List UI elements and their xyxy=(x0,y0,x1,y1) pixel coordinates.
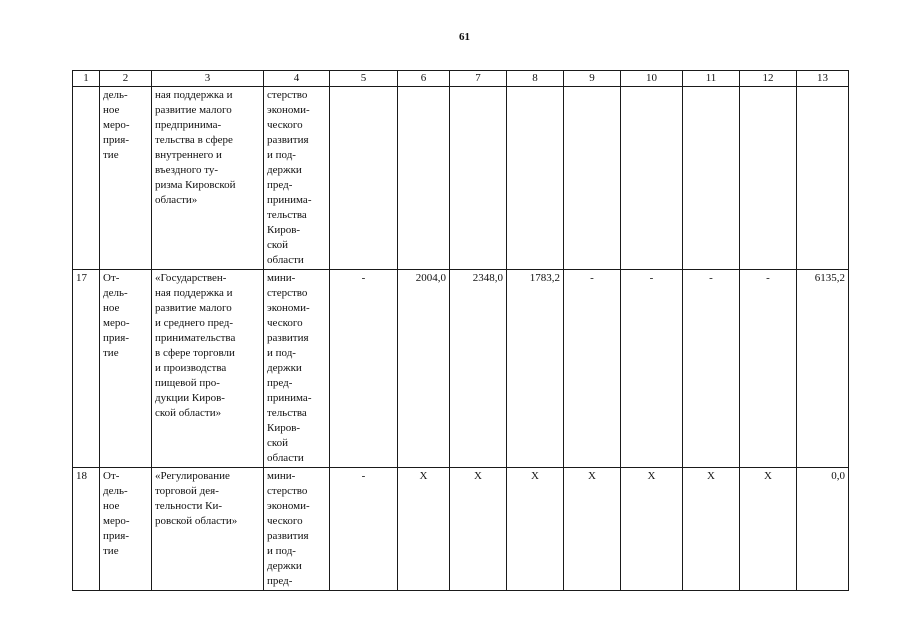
header-cell: 3 xyxy=(152,71,264,87)
value-cell: X xyxy=(564,468,621,591)
row-name: ная поддержка и развитие малого предпринима- тельства в сфере внутреннего и въездного ту- ризма Кировской области» xyxy=(152,87,264,270)
value-cell xyxy=(330,87,398,270)
row-executor: мини- стерство экономи- ческого развития и под- держки пред- xyxy=(264,468,330,591)
header-cell: 2 xyxy=(100,71,152,87)
value-cell: X xyxy=(740,468,797,591)
value-cell: 1783,2 xyxy=(507,270,564,468)
header-cell: 12 xyxy=(740,71,797,87)
value-cell xyxy=(797,87,849,270)
header-cell: 11 xyxy=(683,71,740,87)
header-cell: 6 xyxy=(398,71,450,87)
value-cell xyxy=(398,87,450,270)
value-cell: - xyxy=(564,270,621,468)
value-cell: - xyxy=(330,468,398,591)
header-cell: 13 xyxy=(797,71,849,87)
value-cell: - xyxy=(740,270,797,468)
header-cell: 8 xyxy=(507,71,564,87)
header-cell: 1 xyxy=(73,71,100,87)
header-cell: 7 xyxy=(450,71,507,87)
header-row xyxy=(73,71,849,87)
value-cell xyxy=(507,87,564,270)
value-cell: X xyxy=(683,468,740,591)
value-cell xyxy=(740,87,797,270)
value-cell: - xyxy=(621,270,683,468)
table-row xyxy=(73,270,849,468)
row-number: 18 xyxy=(73,468,100,591)
value-cell: - xyxy=(330,270,398,468)
table-row xyxy=(73,468,849,591)
row-number: 17 xyxy=(73,270,100,468)
header-cell: 5 xyxy=(330,71,398,87)
value-cell: 0,0 xyxy=(797,468,849,591)
table-row xyxy=(73,87,849,270)
value-cell xyxy=(621,87,683,270)
row-type: От- дель- ное меро- прия- тие xyxy=(100,270,152,468)
header-cell: 10 xyxy=(621,71,683,87)
value-cell: - xyxy=(683,270,740,468)
value-cell: X xyxy=(621,468,683,591)
row-type: От- дель- ное меро- прия- тие xyxy=(100,468,152,591)
row-name: «Государствен- ная поддержка и развитие малого и среднего пред- принимательства в сфере торговли и производства пищевой про- дукции Киров- ской области» xyxy=(152,270,264,468)
row-executor: мини- стерство экономи- ческого развития и под- держки пред- принима- тельства Киров- ской области xyxy=(264,270,330,468)
program-table xyxy=(72,70,849,591)
value-cell xyxy=(450,87,507,270)
header-cell: 9 xyxy=(564,71,621,87)
row-type: дель- ное меро- прия- тие xyxy=(100,87,152,270)
value-cell: 2348,0 xyxy=(450,270,507,468)
value-cell xyxy=(683,87,740,270)
value-cell: X xyxy=(398,468,450,591)
header-cell: 4 xyxy=(264,71,330,87)
row-executor: стерство экономи- ческого развития и под- держки пред- принима- тельства Киров- ской области xyxy=(264,87,330,270)
value-cell xyxy=(564,87,621,270)
page-number: 61 xyxy=(459,31,470,43)
value-cell: 2004,0 xyxy=(398,270,450,468)
row-name: «Регулирование торговой дея- тельности Ки- ровской области» xyxy=(152,468,264,591)
row-number xyxy=(73,87,100,270)
value-cell: X xyxy=(450,468,507,591)
value-cell: X xyxy=(507,468,564,591)
value-cell: 6135,2 xyxy=(797,270,849,468)
